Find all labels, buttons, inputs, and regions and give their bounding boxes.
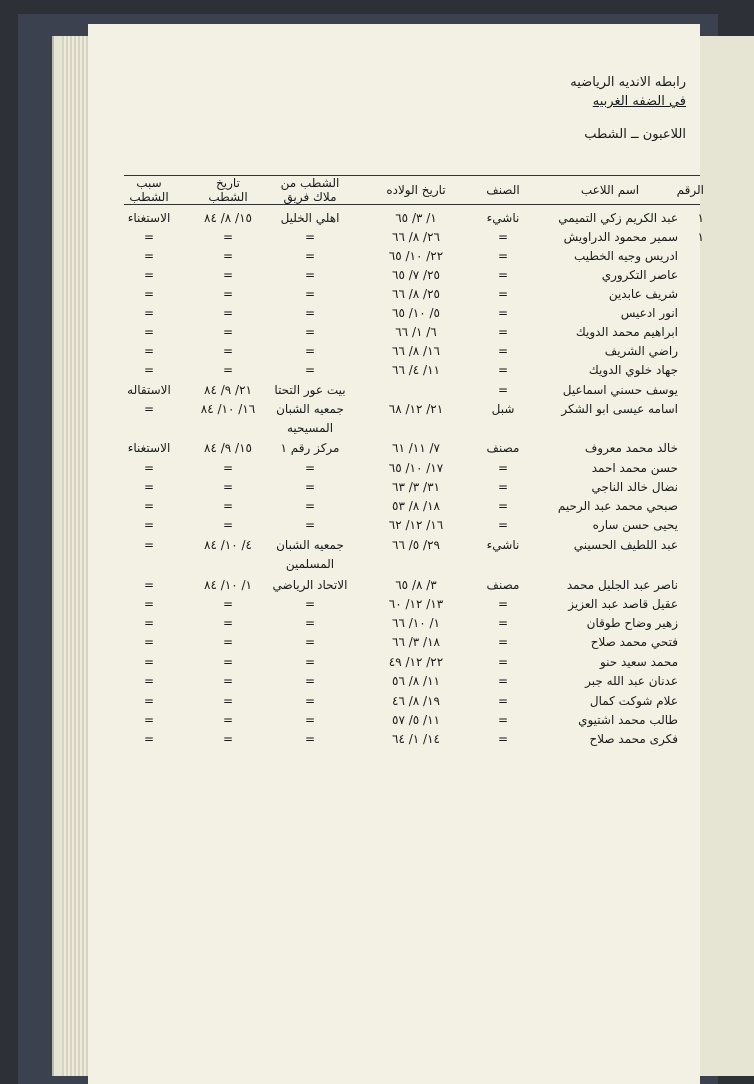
birth-date-cell: ٦/ ١/ ٦٦ — [395, 325, 437, 339]
player-name-cell: زهير وضاح طوقان — [586, 616, 678, 630]
row-number-cell: ١ — [697, 230, 704, 244]
player-class-cell: = — [497, 363, 509, 377]
player-name-cell: ادريس وجيه الخطيب — [574, 249, 678, 263]
struck-from-club-cell: = — [304, 363, 316, 377]
struck-date-cell: = — [222, 461, 234, 475]
table-row — [88, 691, 700, 711]
table-row — [88, 594, 700, 614]
struck-date-cell: = — [222, 268, 234, 282]
strike-reason-cell: = — [143, 306, 155, 320]
table-row — [88, 360, 700, 380]
struck-date-cell: ١٥/ ٨/ ٨٤ — [204, 211, 252, 225]
birth-date-cell: ١/ ١٠/ ٦٦ — [392, 616, 440, 630]
struck-from-club-cell: = — [304, 732, 316, 746]
birth-date-cell: ٢٢/ ١٠/ ٦٥ — [388, 249, 444, 263]
col-header-date-1: تاريخ — [216, 176, 240, 190]
strike-reason-cell: = — [143, 674, 155, 688]
struck-from-club-cell: = — [304, 655, 316, 669]
struck-date-cell: = — [222, 518, 234, 532]
struck-date-cell: = — [222, 732, 234, 746]
col-header-date-2: الشطب — [208, 190, 248, 204]
strike-reason-cell: = — [143, 732, 155, 746]
struck-from-club-cell: بيت عور التحتا — [274, 383, 346, 397]
struck-date-cell: = — [222, 480, 234, 494]
struck-date-cell: = — [222, 674, 234, 688]
strike-reason-cell: = — [143, 287, 155, 301]
table-header-rule — [124, 204, 700, 205]
strike-reason-cell: = — [143, 480, 155, 494]
player-class-cell: = — [497, 268, 509, 282]
table-row — [88, 671, 700, 691]
table-row — [88, 710, 700, 730]
struck-date-cell: = — [222, 616, 234, 630]
player-name-cell: جهاد خلوي الدويك — [588, 363, 678, 377]
struck-from-club-cell: = — [304, 249, 316, 263]
strike-reason-cell: = — [143, 461, 155, 475]
player-name-cell: يحيى حسن ساره — [592, 518, 678, 532]
struck-date-cell: = — [222, 230, 234, 244]
col-header-club-1: الشطب من — [280, 176, 340, 190]
player-class-cell: = — [497, 383, 509, 397]
struck-from-club-cell: اهلي الخليل — [280, 211, 340, 225]
struck-from-club-cell: = — [304, 268, 316, 282]
struck-from-club-cell: مركز رقم ١ — [280, 441, 340, 455]
player-class-cell: = — [497, 713, 509, 727]
struck-date-cell: = — [222, 344, 234, 358]
table-row — [88, 613, 700, 633]
birth-date-cell: ٢١/ ١٢/ ٦٨ — [388, 402, 444, 416]
struck-date-cell: = — [222, 597, 234, 611]
struck-date-cell: = — [222, 499, 234, 513]
birth-date-cell: ٢٥/ ٨/ ٦٦ — [392, 287, 440, 301]
birth-date-cell: ٣/ ٨/ ٦٥ — [395, 578, 437, 592]
player-name-cell: فتحي محمد صلاح — [590, 635, 678, 649]
col-header-dob: تاريخ الولاده — [386, 183, 446, 197]
birth-date-cell: ١٩/ ٨/ ٤٦ — [392, 694, 440, 708]
player-class-cell: شبل — [491, 402, 515, 416]
strike-reason-cell: = — [143, 402, 155, 416]
player-class-cell: = — [497, 499, 509, 513]
document-page — [88, 24, 704, 1084]
header-line-1: رابطه الانديه الرياضيه — [570, 75, 686, 90]
player-class-cell: = — [497, 344, 509, 358]
struck-from-club-cell: = — [304, 230, 316, 244]
player-name-cell: ناصر عبد الجليل محمد — [566, 578, 678, 592]
table-row — [88, 284, 700, 304]
struck-date-cell: = — [222, 306, 234, 320]
struck-from-club-cell: المسيحيه — [286, 421, 334, 435]
strike-reason-cell: الاستقاله — [127, 383, 171, 397]
player-name-cell: يوسف حسني اسماعيل — [562, 383, 678, 397]
struck-from-club-cell: = — [304, 616, 316, 630]
struck-date-cell: = — [222, 655, 234, 669]
table-row — [88, 246, 700, 266]
strike-reason-cell: = — [143, 694, 155, 708]
player-class-cell: ناشيء — [486, 211, 520, 225]
player-class-cell: مصنف — [486, 578, 520, 592]
strike-reason-cell: = — [143, 230, 155, 244]
birth-date-cell: ١١/ ٨/ ٥٦ — [392, 674, 440, 688]
birth-date-cell: ١٨/ ٣/ ٦٦ — [392, 635, 440, 649]
struck-date-cell: = — [222, 635, 234, 649]
struck-date-cell: = — [222, 694, 234, 708]
col-header-num: الرقم — [676, 183, 704, 197]
player-name-cell: عاصر التكروري — [601, 268, 678, 282]
birth-date-cell: ١٦/ ١٢/ ٦٢ — [388, 518, 444, 532]
player-class-cell: = — [497, 674, 509, 688]
strike-reason-cell: = — [143, 518, 155, 532]
player-class-cell: = — [497, 249, 509, 263]
player-class-cell: = — [497, 306, 509, 320]
strike-reason-cell: = — [143, 249, 155, 263]
strike-reason-cell: = — [143, 616, 155, 630]
strike-reason-cell: = — [143, 713, 155, 727]
struck-from-club-cell: = — [304, 287, 316, 301]
player-class-cell: = — [497, 694, 509, 708]
col-header-club-2: ملاك فريق — [283, 190, 337, 204]
table-row — [88, 341, 700, 361]
birth-date-cell: ١٦/ ٨/ ٦٦ — [392, 344, 440, 358]
table-row — [88, 632, 700, 652]
table-row — [88, 208, 704, 228]
birth-date-cell: ٧/ ١١/ ٦١ — [392, 441, 440, 455]
struck-date-cell: ١٥/ ٩/ ٨٤ — [204, 441, 252, 455]
birth-date-cell: ١٤/ ١/ ٦٤ — [392, 732, 440, 746]
birth-date-cell: ١/ ٣/ ٦٥ — [395, 211, 437, 225]
strike-reason-cell: الاستغناء — [127, 441, 171, 455]
player-name-cell: اسامه عيسى ابو الشكر — [561, 402, 678, 416]
struck-from-club-cell: جمعيه الشبان — [276, 402, 344, 416]
player-name-cell: سمير محمود الدراويش — [563, 230, 678, 244]
struck-date-cell: ٢١/ ٩/ ٨٤ — [204, 383, 252, 397]
strike-reason-cell: = — [143, 538, 155, 552]
strike-reason-cell: الاستغناء — [127, 211, 171, 225]
row-number-cell: ١ — [697, 211, 704, 225]
struck-date-cell: = — [222, 363, 234, 377]
struck-date-cell: = — [222, 325, 234, 339]
strike-reason-cell: = — [143, 499, 155, 513]
player-class-cell: = — [497, 287, 509, 301]
player-class-cell: = — [497, 597, 509, 611]
birth-date-cell: ١٨/ ٨/ ٥٣ — [392, 499, 440, 513]
table-row — [88, 729, 700, 749]
player-name-cell: ابراهيم محمد الدويك — [575, 325, 678, 339]
struck-date-cell: ٤/ ١٠/ ٨٤ — [204, 538, 252, 552]
struck-from-club-cell: = — [304, 713, 316, 727]
strike-reason-cell: = — [143, 344, 155, 358]
table-row — [88, 515, 700, 535]
table-row — [88, 477, 700, 497]
strike-reason-cell: = — [143, 597, 155, 611]
struck-from-club-cell: جمعيه الشبان — [276, 538, 344, 552]
table-row — [88, 322, 700, 342]
struck-from-club-cell: = — [304, 635, 316, 649]
struck-from-club-cell: الاتحاد الرياضي — [272, 578, 348, 592]
struck-date-cell: = — [222, 249, 234, 263]
birth-date-cell: ٢٥/ ٧/ ٦٥ — [392, 268, 440, 282]
table-row — [88, 438, 700, 458]
struck-date-cell: ١٦/ ١٠/ ٨٤ — [200, 402, 256, 416]
col-header-reason-2: الشطب — [129, 190, 169, 204]
struck-from-club-cell: = — [304, 344, 316, 358]
player-name-cell: طالب محمد اشتيوي — [578, 713, 678, 727]
col-header-class: الصنف — [486, 183, 520, 197]
table-row — [88, 418, 700, 438]
struck-from-club-cell: = — [304, 597, 316, 611]
birth-date-cell: ١١/ ٥/ ٥٧ — [392, 713, 440, 727]
player-name-cell: نضال خالد الناجي — [591, 480, 678, 494]
table-row — [88, 399, 700, 419]
struck-from-club-cell: = — [304, 518, 316, 532]
birth-date-cell: ١١/ ٤/ ٦٦ — [392, 363, 440, 377]
birth-date-cell: ٢٦/ ٨/ ٦٦ — [392, 230, 440, 244]
player-name-cell: انور ادعيس — [620, 306, 678, 320]
struck-from-club-cell: = — [304, 461, 316, 475]
player-name-cell: فكرى محمد صلاح — [589, 732, 678, 746]
player-name-cell: محمد سعيد حنو — [599, 655, 678, 669]
player-class-cell: = — [497, 732, 509, 746]
struck-date-cell: = — [222, 287, 234, 301]
player-class-cell: = — [497, 616, 509, 630]
struck-from-club-cell: المسلمين — [285, 557, 335, 571]
strike-reason-cell: = — [143, 268, 155, 282]
player-class-cell: ناشيء — [486, 538, 520, 552]
strike-reason-cell: = — [143, 655, 155, 669]
struck-from-club-cell: = — [304, 499, 316, 513]
struck-from-club-cell: = — [304, 480, 316, 494]
player-name-cell: حسن محمد احمد — [591, 461, 678, 475]
table-row — [88, 575, 700, 595]
player-name-cell: صبحي محمد عبد الرحيم — [557, 499, 678, 513]
player-class-cell: = — [497, 480, 509, 494]
struck-from-club-cell: = — [304, 674, 316, 688]
player-class-cell: = — [497, 325, 509, 339]
struck-date-cell: ١/ ١٠/ ٨٤ — [204, 578, 252, 592]
struck-from-club-cell: = — [304, 694, 316, 708]
table-row — [88, 554, 700, 574]
player-class-cell: = — [497, 461, 509, 475]
table-row — [88, 380, 700, 400]
struck-date-cell: = — [222, 713, 234, 727]
birth-date-cell: ٣١/ ٣/ ٦٣ — [392, 480, 440, 494]
player-name-cell: عبد الكريم زكي التميمي — [558, 211, 678, 225]
strike-reason-cell: = — [143, 635, 155, 649]
table-row — [88, 458, 700, 478]
table-row — [88, 265, 700, 285]
player-class-cell: = — [497, 635, 509, 649]
col-header-name: اسم اللاعب — [580, 183, 640, 197]
player-name-cell: خالد محمد معروف — [584, 441, 678, 455]
birth-date-cell: ١٣/ ١٢/ ٦٠ — [388, 597, 444, 611]
player-class-cell: مصنف — [486, 441, 520, 455]
table-row — [88, 303, 700, 323]
player-name-cell: عقيل قاصد عبد العزيز — [568, 597, 678, 611]
birth-date-cell: ٢٩/ ٥/ ٦٦ — [392, 538, 440, 552]
header-line-2: في الضفه الغربيه — [592, 94, 686, 109]
birth-date-cell: ٢٢/ ١٢/ ٤٩ — [388, 655, 444, 669]
strike-reason-cell: = — [143, 325, 155, 339]
strike-reason-cell: = — [143, 363, 155, 377]
player-name-cell: عبد اللطيف الحسيني — [573, 538, 678, 552]
col-header-reason-1: سبب — [136, 176, 162, 190]
birth-date-cell: ٥/ ١٠/ ٦٥ — [392, 306, 440, 320]
table-row — [88, 535, 700, 555]
player-class-cell: = — [497, 230, 509, 244]
player-name-cell: راضي الشريف — [604, 344, 678, 358]
table-row — [88, 652, 700, 672]
player-name-cell: عدنان عبد الله جبر — [585, 674, 678, 688]
birth-date-cell: ١٧/ ١٠/ ٦٥ — [388, 461, 444, 475]
player-name-cell: شريف عابدين — [608, 287, 678, 301]
table-row — [88, 496, 700, 516]
player-class-cell: = — [497, 655, 509, 669]
strike-reason-cell: = — [143, 578, 155, 592]
table-row — [88, 227, 704, 247]
player-name-cell: علام شوكت كمال — [589, 694, 678, 708]
struck-from-club-cell: = — [304, 325, 316, 339]
struck-from-club-cell: = — [304, 306, 316, 320]
page-subtitle: اللاعبون ــ الشطب — [584, 127, 686, 142]
player-class-cell: = — [497, 518, 509, 532]
